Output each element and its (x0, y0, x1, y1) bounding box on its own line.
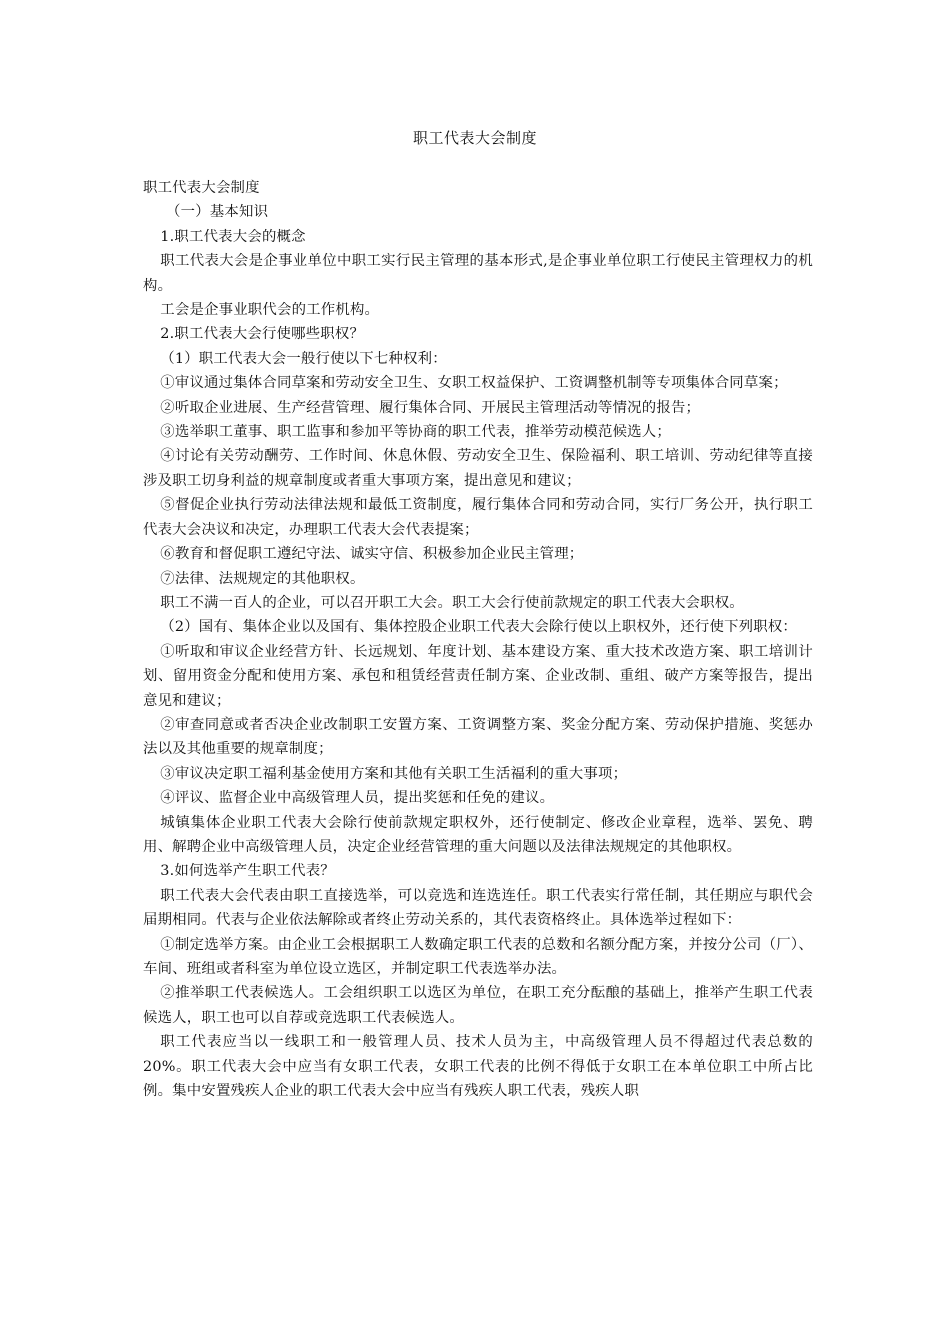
list-item: ⑤督促企业执行劳动法律法规和最低工资制度，履行集体合同和劳动合同，实行厂务公开，执行职工代表大会决议和决定，办理职工代表大会代表提案； (143, 497, 813, 538)
section-heading: 职工代表大会制度 (143, 180, 260, 196)
paragraph: 职工代表大会是企事业单位中职工实行民主管理的基本形式,是企事业单位职工行使民主管理权力的机构。 (143, 253, 813, 294)
paragraph: （2）国有、集体企业以及国有、集体控股企业职工代表大会除行使以上职权外，还行使下列职权： (160, 619, 798, 636)
document-title: 职工代表大会制度 (412, 129, 537, 147)
paragraph: 职工不满一百人的企业，可以召开职工大会。职工大会行使前款规定的职工代表大会职权。 (160, 594, 744, 611)
list-item: ①审议通过集体合同草案和劳动安全卫生、女职工权益保护、工资调整机制等专项集体合同草案； (160, 375, 788, 392)
list-item: ⑦法律、法规规定的其他职权。 (160, 570, 365, 587)
subsection-heading: （一）基本知识 (166, 204, 269, 221)
item-heading: 1.职工代表大会的概念 (160, 228, 306, 245)
list-item: ②审查同意或者否决企业改制职工安置方案、工资调整方案、奖金分配方案、劳动保护措施、奖惩办法以及其他重要的规章制度； (143, 716, 813, 758)
list-item: ⑥教育和督促职工遵纪守法、诚实守信、积极参加企业民主管理； (160, 546, 584, 563)
list-item: ①制定选举方案。由企业工会根据职工人数确定职工代表的总数和名额分配方案，并按分公司（厂）、车间、班组或者科室为单位设立选区，并制定职工代表选举办法。 (143, 936, 813, 977)
list-item: ③选举职工董事、职工监事和参加平等协商的职工代表，推举劳动模范候选人； (160, 424, 671, 441)
paragraph: 职工代表大会代表由职工直接选举，可以竞选和连选连任。职工代表实行常任制，其任期应与职代会届期相同。代表与企业依法解除或者终止劳动关系的，其代表资格终止。具体选举过程如下： (143, 887, 813, 929)
list-item: ②听取企业进展、生产经营管理、履行集体合同、开展民主管理活动等情况的报告； (160, 399, 701, 416)
paragraph: （1）职工代表大会一般行使以下七种权利： (160, 350, 447, 367)
list-item: ①听取和审议企业经营方针、长远规划、年度计划、基本建设方案、重大技术改造方案、职工培训计划、留用资金分配和使用方案、承包和租赁经营责任制方案、企业改制、重组、破产方案等报告，提出意见和建议； (143, 643, 813, 709)
list-item: ②推举职工代表候选人。工会组织职工以选区为单位，在职工充分酝酿的基础上，推举产生职工代表候选人，职工也可以自荐或竞选职工代表候选人。 (143, 985, 813, 1026)
paragraph: 职工代表应当以一线职工和一般管理人员、技术人员为主，中高级管理人员不得超过代表总数的20%。职工代表大会中应当有女职工代表，女职工代表的比例不得低于女职工在本单位职工中所占比例。集中安置残疾人企业的职工代表大会中应当有残疾人职工代表，残疾人职 (143, 1034, 813, 1100)
list-item: ④评议、监督企业中高级管理人员，提出奖惩和任免的建议。 (160, 790, 555, 807)
list-item: ④讨论有关劳动酬劳、工作时间、休息休假、劳动安全卫生、保险福利、职工培训、劳动纪律等直接涉及职工切身利益的规章制度或者重大事项方案，提出意见和建议； (143, 448, 813, 489)
paragraph: 城镇集体企业职工代表大会除行使前款规定职权外，还行使制定、修改企业章程，选举、罢免、聘用、解聘企业中高级管理人员，决定企业经营管理的重大问题以及法律法规规定的其他职权。 (143, 814, 813, 855)
paragraph: 工会是企事业职代会的工作机构。 (160, 302, 380, 319)
item-heading: 3.如何选举产生职工代表？ (160, 863, 335, 880)
list-item: ③审议决定职工福利基金使用方案和其他有关职工生活福利的重大事项； (160, 765, 628, 782)
item-heading: 2.职工代表大会行使哪些职权？ (160, 326, 365, 343)
document-body (143, 176, 813, 1103)
